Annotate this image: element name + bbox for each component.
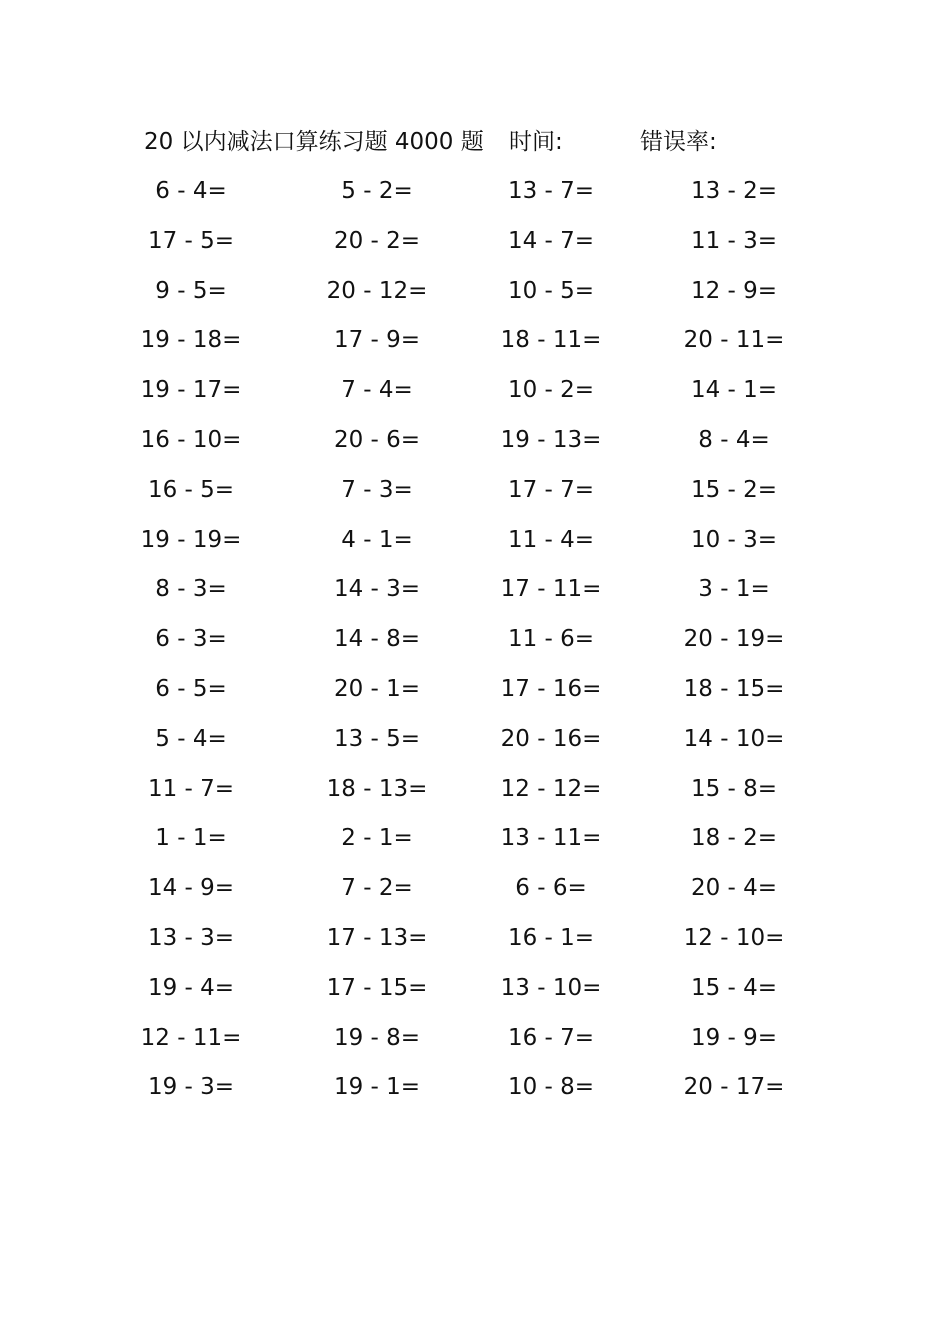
subtraction-problem: 18 - 13= — [326, 776, 428, 802]
subtraction-problem: 5 - 2= — [341, 178, 413, 204]
subtraction-problem: 14 - 9= — [147, 875, 235, 901]
subtraction-problem: 17 - 13= — [326, 925, 428, 951]
subtraction-problem: 20 - 19= — [683, 626, 785, 652]
subtraction-problem: 17 - 9= — [333, 327, 421, 353]
subtraction-problem: 18 - 11= — [500, 327, 602, 353]
subtraction-problem: 20 - 16= — [500, 726, 602, 752]
subtraction-problem: 15 - 8= — [690, 776, 778, 802]
subtraction-problem: 5 - 4= — [155, 726, 227, 752]
subtraction-problem: 12 - 9= — [690, 278, 778, 304]
subtraction-problem: 19 - 13= — [500, 427, 602, 453]
subtraction-problem: 7 - 4= — [341, 377, 413, 403]
subtraction-problem: 13 - 3= — [147, 925, 235, 951]
subtraction-problem: 16 - 5= — [147, 477, 235, 503]
subtraction-problem: 10 - 2= — [507, 377, 595, 403]
subtraction-problem: 2 - 1= — [341, 825, 413, 851]
subtraction-problem: 6 - 4= — [155, 178, 227, 204]
subtraction-problem: 7 - 3= — [341, 477, 413, 503]
subtraction-problem: 20 - 1= — [333, 676, 421, 702]
subtraction-problem: 13 - 5= — [333, 726, 421, 752]
subtraction-problem: 13 - 2= — [690, 178, 778, 204]
time-label: 时间: — [509, 129, 563, 155]
subtraction-problem: 19 - 1= — [333, 1074, 421, 1100]
subtraction-problem: 20 - 6= — [333, 427, 421, 453]
subtraction-problem: 9 - 5= — [155, 278, 227, 304]
subtraction-problem: 6 - 3= — [155, 626, 227, 652]
subtraction-problem: 15 - 4= — [690, 975, 778, 1001]
subtraction-problem: 19 - 3= — [147, 1074, 235, 1100]
subtraction-problem: 17 - 5= — [147, 228, 235, 254]
subtraction-problem: 17 - 16= — [500, 676, 602, 702]
subtraction-problem: 3 - 1= — [698, 576, 770, 602]
subtraction-problem: 11 - 7= — [147, 776, 235, 802]
subtraction-problem: 18 - 15= — [683, 676, 785, 702]
subtraction-problem: 20 - 11= — [683, 327, 785, 353]
subtraction-problem: 4 - 1= — [341, 527, 413, 553]
subtraction-problem: 14 - 3= — [333, 576, 421, 602]
subtraction-problem: 13 - 10= — [500, 975, 602, 1001]
subtraction-problem: 13 - 11= — [500, 825, 602, 851]
subtraction-problem: 19 - 19= — [140, 527, 242, 553]
subtraction-problem: 8 - 3= — [155, 576, 227, 602]
subtraction-problem: 17 - 7= — [507, 477, 595, 503]
subtraction-problem: 16 - 7= — [507, 1025, 595, 1051]
subtraction-problem: 17 - 15= — [326, 975, 428, 1001]
subtraction-problem: 11 - 4= — [507, 527, 595, 553]
subtraction-problem: 11 - 3= — [690, 228, 778, 254]
subtraction-problem: 7 - 2= — [341, 875, 413, 901]
subtraction-problem: 6 - 6= — [515, 875, 587, 901]
subtraction-problem: 19 - 18= — [140, 327, 242, 353]
subtraction-problem: 10 - 5= — [507, 278, 595, 304]
subtraction-problem: 16 - 10= — [140, 427, 242, 453]
subtraction-problem: 14 - 8= — [333, 626, 421, 652]
subtraction-problem: 14 - 7= — [507, 228, 595, 254]
worksheet-title: 20 以内减法口算练习题 4000 题 — [144, 129, 484, 155]
subtraction-problem: 6 - 5= — [155, 676, 227, 702]
subtraction-problem: 20 - 2= — [333, 228, 421, 254]
subtraction-problem: 12 - 10= — [683, 925, 785, 951]
subtraction-problem: 19 - 8= — [333, 1025, 421, 1051]
subtraction-problem: 19 - 9= — [690, 1025, 778, 1051]
subtraction-problem: 14 - 1= — [690, 377, 778, 403]
subtraction-problem: 20 - 4= — [690, 875, 778, 901]
subtraction-problem: 20 - 17= — [683, 1074, 785, 1100]
subtraction-problem: 1 - 1= — [155, 825, 227, 851]
subtraction-problem: 10 - 3= — [690, 527, 778, 553]
subtraction-problem: 20 - 12= — [326, 278, 428, 304]
subtraction-problem: 10 - 8= — [507, 1074, 595, 1100]
subtraction-problem: 12 - 11= — [140, 1025, 242, 1051]
subtraction-problem: 8 - 4= — [698, 427, 770, 453]
subtraction-problem: 17 - 11= — [500, 576, 602, 602]
subtraction-problem: 13 - 7= — [507, 178, 595, 204]
subtraction-problem: 19 - 4= — [147, 975, 235, 1001]
subtraction-problem: 15 - 2= — [690, 477, 778, 503]
subtraction-problem: 16 - 1= — [507, 925, 595, 951]
subtraction-problem: 14 - 10= — [683, 726, 785, 752]
subtraction-problem: 19 - 17= — [140, 377, 242, 403]
subtraction-problem: 12 - 12= — [500, 776, 602, 802]
subtraction-problem: 11 - 6= — [507, 626, 595, 652]
subtraction-problem: 18 - 2= — [690, 825, 778, 851]
error-rate-label: 错误率: — [640, 129, 717, 155]
